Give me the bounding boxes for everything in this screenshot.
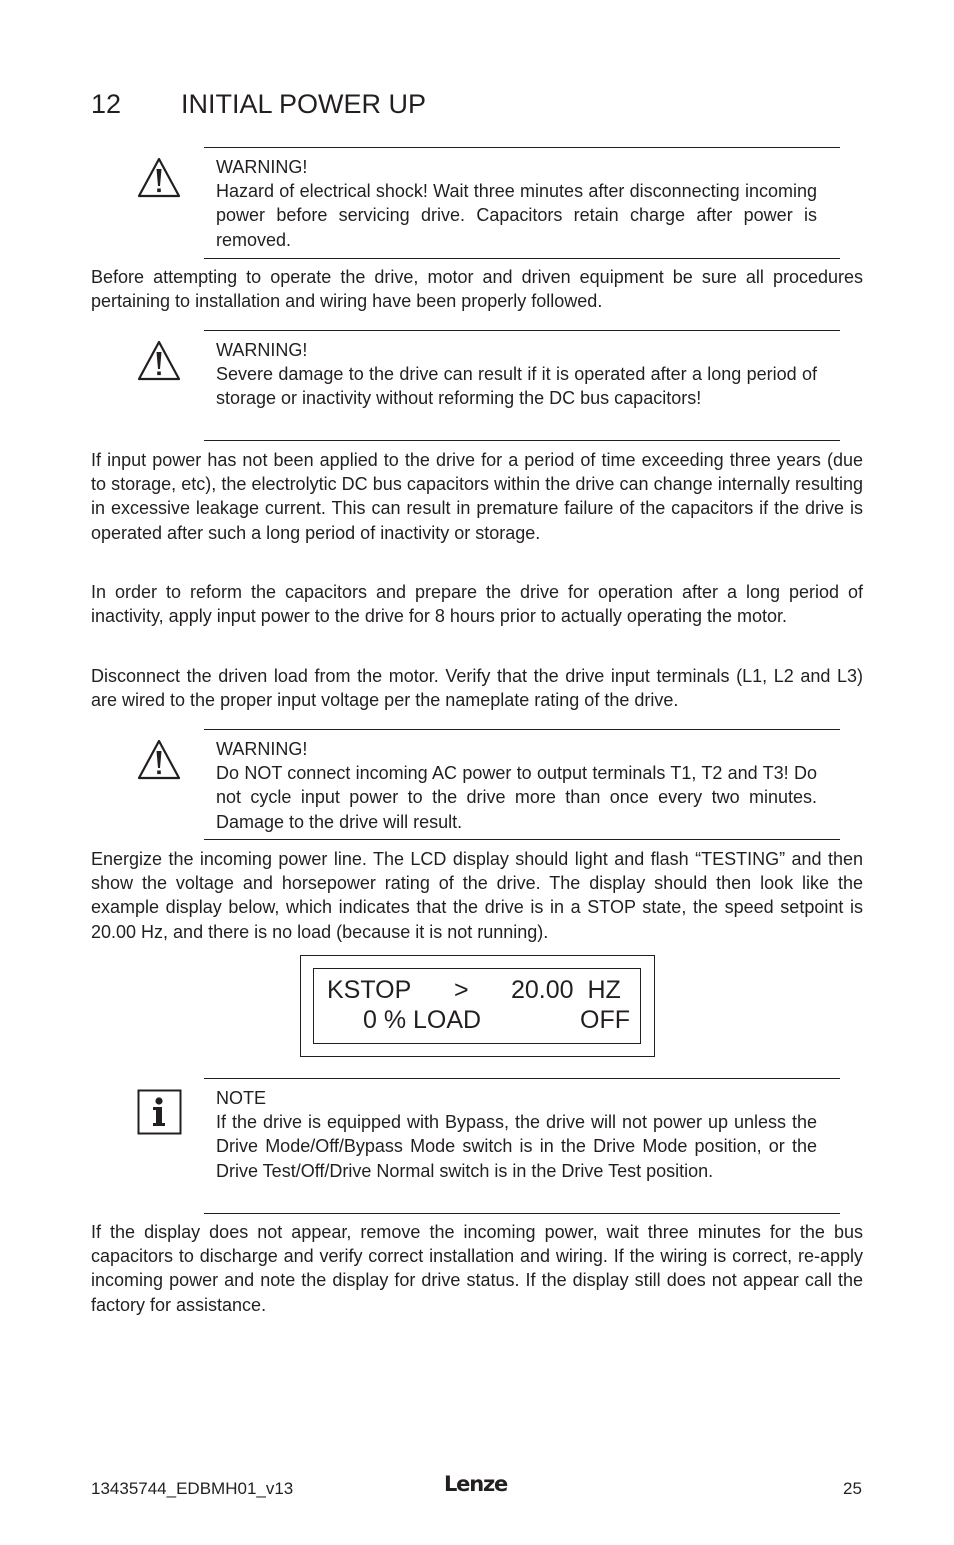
- warning-callout-2: [204, 330, 840, 441]
- lcd-display: [313, 968, 641, 1044]
- lcd-setpoint: 20.00 HZ: [511, 976, 621, 1004]
- warning-label: WARNING!: [216, 157, 308, 177]
- paragraph: If the display does not appear, remove the incoming power, wait three minutes for the bus capacitors to discharge and verify correct installation and wiring. If the wiring is correct, re-apply incoming power and note the display for drive status. If the display still does not appear call the factory for assistance.: [91, 1222, 863, 1315]
- lcd-arrow: >: [454, 976, 469, 1004]
- section-heading: [91, 86, 426, 122]
- section-number: 12: [91, 89, 122, 119]
- lcd-status: KSTOP: [327, 976, 412, 1004]
- page-number: 25: [843, 1479, 862, 1498]
- warning-text: Hazard of electrical shock! Wait three minutes after disconnecting incoming power before servicing drive. Capacitors retain charge after power is removed.: [216, 181, 817, 250]
- paragraph: Disconnect the driven load from the motor. Verify that the drive input terminals (L1, L2 and L3) are wired to the proper input voltage per the nameplate rating of the drive.: [91, 666, 863, 711]
- paragraph: If input power has not been applied to the drive for a period of time exceeding three years (due to storage, etc), the electrolytic DC bus capacitors within the drive can change internally resulting in excessive leakage current. This can result in premature failure of the capacitors if the drive is operated after such a long period of inactivity or storage.: [91, 450, 863, 543]
- warning-callout-1: [204, 147, 840, 259]
- paragraph: Before attempting to operate the drive, motor and driven equipment be sure all procedures pertaining to installation and wiring have been properly followed.: [91, 267, 863, 312]
- paragraph: Energize the incoming power line. The LCD display should light and flash “TESTING” and then show the voltage and horsepower rating of the drive. The display should then look like the example display below, which indicates that the drive is in a STOP state, the speed setpoint is 20.00 Hz, and there is no load (because it is not running).: [91, 849, 863, 942]
- info-icon: [137, 1089, 182, 1140]
- warning-text: Do NOT connect incoming AC power to output terminals T1, T2 and T3! Do not cycle input power to the drive more than once every two minutes. Damage to the drive will result.: [216, 763, 817, 832]
- lcd-load: 0 % LOAD: [363, 1006, 482, 1034]
- warning-label: WARNING!: [216, 340, 308, 360]
- warning-text: Severe damage to the drive can result if it is operated after a long period of storage or inactivity without reforming the DC bus capacitors!: [216, 364, 817, 409]
- note-label: NOTE: [216, 1088, 267, 1108]
- warning-callout-3: [204, 729, 840, 840]
- note-callout: [204, 1078, 840, 1214]
- warning-triangle-icon: [136, 156, 182, 205]
- section-title: INITIAL POWER UP: [181, 89, 427, 119]
- lenze-logo: Lenze: [444, 1472, 508, 1496]
- footer-doc-id: 13435744_EDBMH01_v13: [91, 1479, 294, 1498]
- warning-triangle-icon: [136, 738, 182, 787]
- note-text: If the drive is equipped with Bypass, the drive will not power up unless the Drive Mode/Off/Bypass Mode switch is in the Drive Mode position, or the Drive Test/Off/Drive Normal switch is in the Drive Test position.: [216, 1112, 817, 1181]
- paragraph: In order to reform the capacitors and prepare the drive for operation after a long period of inactivity, apply input power to the drive for 8 hours prior to actually operating the motor.: [91, 582, 863, 627]
- warning-label: WARNING!: [216, 739, 308, 759]
- warning-triangle-icon: [136, 339, 182, 388]
- lcd-state: OFF: [580, 1006, 630, 1034]
